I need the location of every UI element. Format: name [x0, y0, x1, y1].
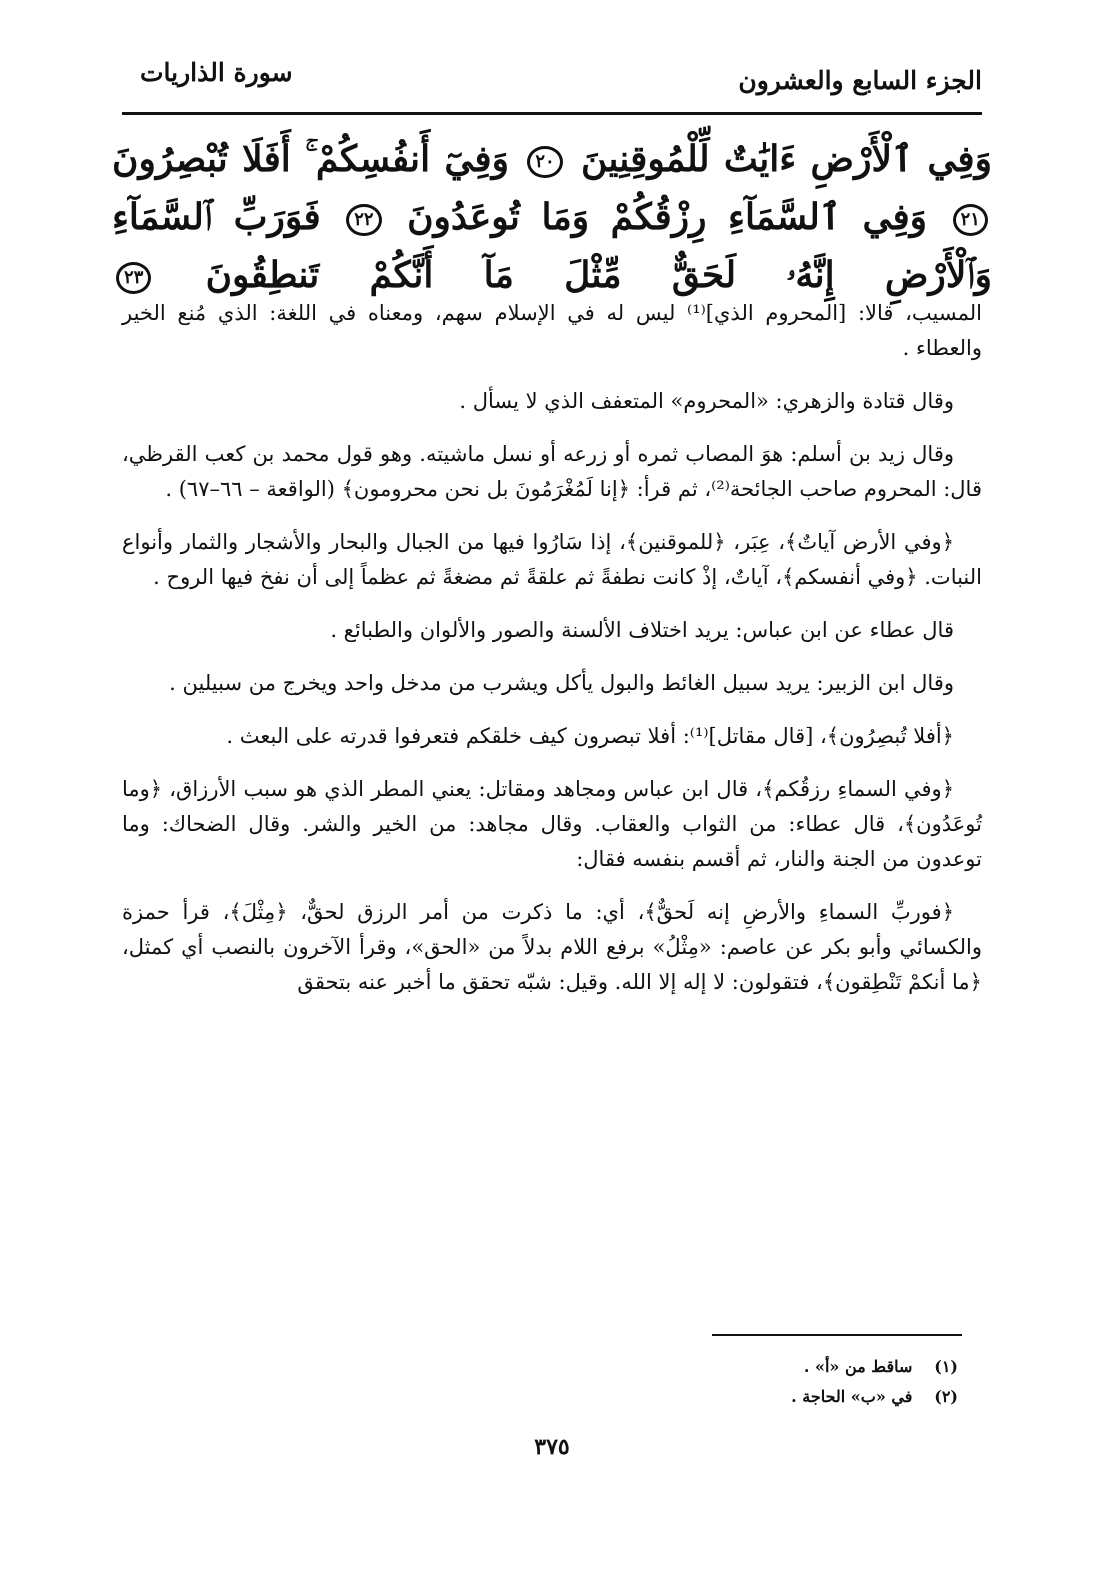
running-header — [120, 52, 982, 100]
quran-verses — [112, 130, 992, 304]
footnote-number: (٢) — [934, 1387, 958, 1406]
footnote-text: في «ب» الحاجة . — [791, 1387, 913, 1406]
paragraph: وقال قتادة والزهري: «المحروم» المتعفف الذي لا يسأل . — [459, 389, 954, 413]
paragraph: ﴿وفي الأرض آياتٌ﴾، عِبَر، ﴿للموقنين﴾، إذا سَارُوا فيها من الجبال والبحار والأشجار والثمار وأنواع النبات. ﴿وفي أنفسكم﴾، آياتٌ، إذْ كانت نطفةً ثم علقةً ثم مضغةً ثم عظماً إلى أن نفخ فيها الروح . — [122, 530, 982, 589]
commentary-body — [122, 296, 982, 1018]
ayah-number-marker: ٢٢ — [346, 204, 381, 236]
paragraph: ﴿فوربِّ السماءِ والأرضِ إنه لَحقٌّ﴾، أي: ما ذكرت من أمر الرزق لحقٌّ، ﴿مِثْلَ﴾، قرأ حمزة والكسائي وأبو بكر عن عاصم: «مِثْلُ» برفع اللام بدلاً من «الحق»، وقرأ الآخرون بالنصب أي كمثل، ﴿ما أنكمْ تَنْطِقون﴾، فتقولون: لا إله إلا الله. وقيل: شبّه تحقق ما أخبر عنه بتحقق — [122, 900, 982, 994]
ayah-number-marker: ٢١ — [953, 204, 988, 236]
surah-title: سورة الذاريات — [140, 58, 293, 87]
verse-text: وَفِيٓ أَنفُسِكُمْ ۚ أَفَلَا تُبْصِرُونَ — [112, 138, 509, 180]
paragraph: وقال ابن الزبير: يريد سبيل الغائط والبول يأكل ويشرب من مدخل واحد ويخرج من سبيلين . — [169, 671, 954, 695]
verse-text: تُوعَدُونَ — [407, 196, 520, 238]
paragraph: قال عطاء عن ابن عباس: يريد اختلاف الألسنة والصور والألوان والطبائع . — [330, 618, 954, 642]
ayah-number-marker: ٢٠ — [527, 146, 562, 178]
verse-text: فَوَرَبِّ ٱلسَّمَآءِ وَٱلْأَرْضِ إِنَّهُۥ لَحَقٌّ مِّثْلَ مَآ أَنَّكُمْ تَنطِقُونَ — [112, 196, 992, 296]
footnote — [791, 1382, 958, 1412]
ayah-number-marker: ٢٣ — [116, 262, 151, 294]
part-title: الجزء السابع والعشرون — [738, 66, 982, 95]
paragraph: المسيب، قالا: [المحروم الذي]⁽¹⁾ ليس له في الإسلام سهم، ومعناه في اللغة: الذي مُنع الخير والعطاء . — [122, 301, 982, 360]
paragraph: ﴿وفي السماءِ رزقُكم﴾، قال ابن عباس ومجاهد ومقاتل: يعني المطر الذي هو سبب الأرزاق، ﴿وما تُوعَدُون﴾، قال عطاء: من الثواب والعقاب. وقال مجاهد: من الخير والشر. وقال الضحاك: وما توعدون من الجنة والنار، ثم أقسم بنفسه فقال: — [122, 777, 982, 871]
footnote-text: ساقط من «أ» . — [803, 1357, 913, 1376]
footnote-number: (١) — [934, 1357, 958, 1376]
header-rule — [122, 112, 982, 115]
footnote-rule — [712, 1334, 962, 1336]
footnote — [791, 1352, 958, 1382]
page-number: ٣٧٥ — [534, 1434, 570, 1460]
paragraph: وقال زيد بن أسلم: هوَ المصاب ثمره أو زرعه أو نسل ماشيته. وهو قول محمد بن كعب القرظي، قال: المحروم صاحب الجائحة⁽²⁾، ثم قرأ: ﴿إنا لَمُغْرَمُونَ بل نحن محرومون﴾ (الواقعة – ٦٦–٦٧) . — [122, 442, 982, 501]
verse-text: وَفِي ٱلْأَرْضِ ءَايَٰتٌ لِّلْمُوقِنِينَ — [580, 138, 992, 180]
verse-text: وَفِي ٱلسَّمَآءِ رِزْقُكُمْ وَمَا — [541, 196, 928, 238]
paragraph: ﴿أفلا تُبصِرُون﴾، [قال مقاتل]⁽¹⁾: أفلا تبصرون كيف خلقكم فتعرفوا قدرته على البعث . — [226, 724, 954, 748]
footnotes — [791, 1352, 958, 1412]
